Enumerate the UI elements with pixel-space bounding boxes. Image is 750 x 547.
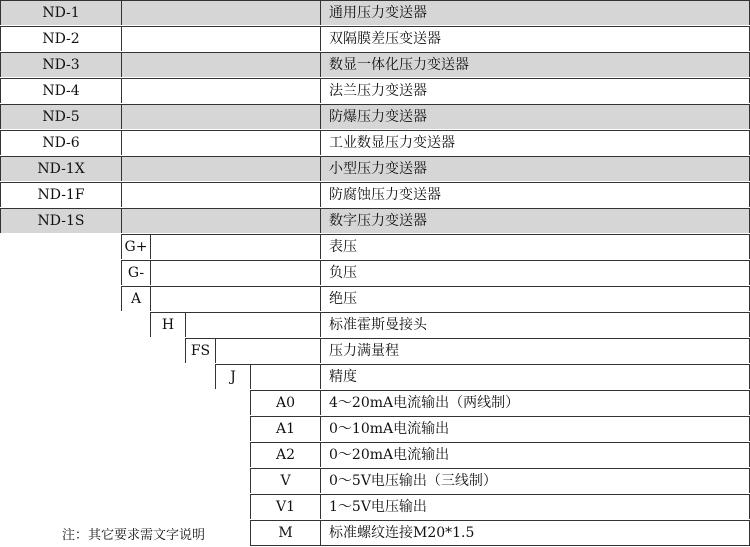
model-description: 工业数显压力变送器 — [320, 130, 750, 155]
blank-cell — [215, 338, 320, 363]
output-code: A0 — [250, 390, 320, 415]
output-description: 4～20mA电流输出（两线制） — [320, 390, 750, 415]
model-description: 双隔膜差压变送器 — [320, 26, 750, 51]
model-description: 法兰压力变送器 — [320, 78, 750, 103]
model-description: 防爆压力变送器 — [320, 104, 750, 129]
pressure-code: A — [121, 286, 150, 311]
pressure-description: 负压 — [320, 260, 750, 285]
output-row-a1 — [0, 416, 750, 441]
range-row — [0, 338, 750, 363]
blank-cell — [121, 78, 320, 103]
output-code: V — [250, 468, 320, 493]
model-code: ND-1F — [0, 182, 121, 207]
model-row-nd-1f — [0, 182, 750, 207]
output-description: 标准螺纹连接M20*1.5 — [320, 520, 750, 546]
blank-cell — [150, 260, 320, 285]
model-row-nd-1s — [0, 208, 750, 233]
model-row-nd-1x — [0, 156, 750, 181]
model-code: ND-5 — [0, 104, 121, 129]
blank-cell — [250, 364, 320, 389]
connection-row — [0, 312, 750, 337]
output-row-a0 — [0, 390, 750, 415]
model-description: 数字压力变送器 — [320, 208, 750, 233]
output-description: 0～10mA电流输出 — [320, 416, 750, 441]
accuracy-description: 精度 — [320, 364, 750, 389]
model-row-nd-6 — [0, 130, 750, 155]
blank-cell — [121, 0, 320, 25]
model-description: 通用压力变送器 — [320, 0, 750, 25]
model-code: ND-4 — [0, 78, 121, 103]
connection-code: H — [150, 312, 185, 337]
footnote: 注：其它要求需文字说明 — [62, 528, 206, 543]
model-description: 小型压力变送器 — [320, 156, 750, 181]
pressure-code: G+ — [121, 234, 150, 259]
output-description: 0～20mA电流输出 — [320, 442, 750, 467]
output-code: M — [250, 520, 320, 546]
blank-cell — [121, 26, 320, 51]
model-code: ND-1 — [0, 0, 121, 25]
range-code: FS — [185, 338, 215, 363]
output-row-a2 — [0, 442, 750, 467]
output-row-v1 — [0, 494, 750, 519]
model-row-nd-5 — [0, 104, 750, 129]
output-code: A2 — [250, 442, 320, 467]
pressure-row-absolute — [0, 286, 750, 311]
model-code: ND-6 — [0, 130, 121, 155]
model-row-nd-1 — [0, 0, 750, 25]
blank-cell — [121, 182, 320, 207]
blank-cell — [185, 312, 320, 337]
pressure-code: G- — [121, 260, 150, 285]
blank-cell — [121, 130, 320, 155]
model-row-nd-3 — [0, 52, 750, 77]
model-code: ND-1S — [0, 208, 121, 233]
model-description: 防腐蚀压力变送器 — [320, 182, 750, 207]
pressure-description: 表压 — [320, 234, 750, 259]
output-code: A1 — [250, 416, 320, 441]
connection-description: 标准霍斯曼接头 — [320, 312, 750, 337]
model-code: ND-2 — [0, 26, 121, 51]
accuracy-row — [0, 364, 750, 389]
blank-cell — [121, 208, 320, 233]
blank-cell — [150, 286, 320, 311]
range-description: 压力满量程 — [320, 338, 750, 363]
model-description: 数显一体化压力变送器 — [320, 52, 750, 77]
blank-cell — [121, 156, 320, 181]
output-description: 0～5V电压输出（三线制） — [320, 468, 750, 493]
pressure-description: 绝压 — [320, 286, 750, 311]
pressure-row-gauge — [0, 234, 750, 259]
model-row-nd-4 — [0, 78, 750, 103]
accuracy-code: J — [215, 364, 250, 389]
pressure-row-negative — [0, 260, 750, 285]
output-description: 1～5V电压输出 — [320, 494, 750, 519]
blank-cell — [121, 52, 320, 77]
blank-cell — [150, 234, 320, 259]
output-code: V1 — [250, 494, 320, 519]
blank-cell — [121, 104, 320, 129]
model-code: ND-3 — [0, 52, 121, 77]
output-row-v — [0, 468, 750, 493]
model-row-nd-2 — [0, 26, 750, 51]
model-code: ND-1X — [0, 156, 121, 181]
